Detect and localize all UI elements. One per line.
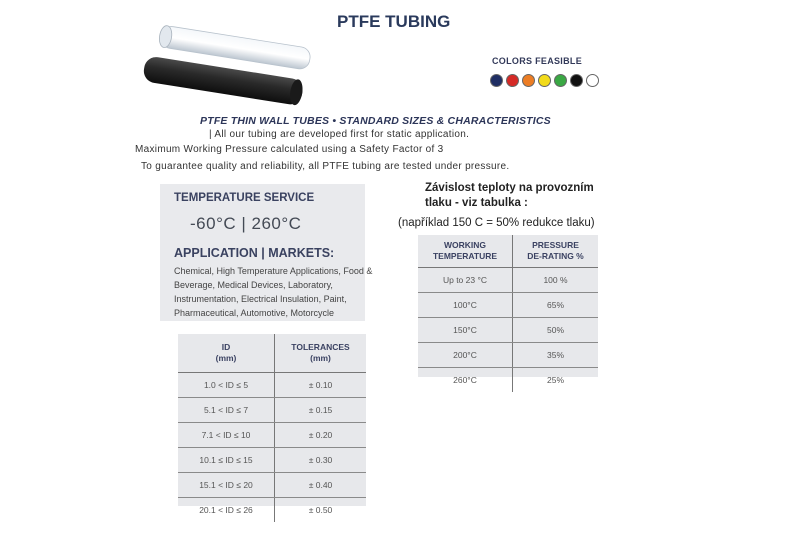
tolerance-header-row bbox=[178, 334, 366, 373]
section-subtitle: PTFE THIN WALL TUBES • STANDARD SIZES & CHARACTERISTICS bbox=[200, 115, 551, 127]
colors-feasible-label: COLORS FEASIBLE bbox=[492, 56, 583, 66]
pressure-row bbox=[418, 368, 598, 393]
tolerance-row bbox=[178, 373, 366, 398]
pressure-header-derating: PRESSURE DE-RATING % bbox=[513, 235, 599, 268]
pressure-row-cell: 50% bbox=[513, 318, 599, 343]
tolerance-row-cell: ± 0.30 bbox=[275, 448, 367, 473]
pressure-table bbox=[418, 235, 598, 392]
pressure-row-cell: Up to 23 °C bbox=[418, 268, 513, 293]
pressure-row-cell: 35% bbox=[513, 343, 599, 368]
color-swatch bbox=[570, 74, 583, 87]
color-swatch bbox=[538, 74, 551, 87]
note-line-3: (například 150 C = 50% redukce tlaku) bbox=[398, 217, 595, 229]
tolerance-header-tol: TOLERANCES (mm) bbox=[275, 334, 367, 373]
pressure-row bbox=[418, 318, 598, 343]
tolerance-row-cell: 20.1 < ID ≤ 26 bbox=[178, 498, 275, 523]
temperature-heading: TEMPERATURE SERVICE bbox=[174, 192, 315, 204]
color-swatch bbox=[586, 74, 599, 87]
pressure-row bbox=[418, 343, 598, 368]
markets-text: Chemical, High Temperature Applications, Food & Beverage, Medical Devices, Laboratory, Instrumentation, Electrical Insulation, Paint, Pharmaceutical, Automotive, Motorcycle bbox=[174, 266, 373, 318]
temperature-range: -60°C | 260°C bbox=[190, 214, 302, 233]
tolerance-row bbox=[178, 448, 366, 473]
tolerance-header-id: ID (mm) bbox=[178, 334, 275, 373]
color-swatch bbox=[554, 74, 567, 87]
color-swatch bbox=[490, 74, 503, 87]
pressure-header-row bbox=[418, 235, 598, 268]
tolerance-row bbox=[178, 398, 366, 423]
pressure-row-cell: 65% bbox=[513, 293, 599, 318]
note-line-1: Závislost teploty na provozním bbox=[425, 182, 594, 194]
tolerance-row-cell: ± 0.20 bbox=[275, 423, 367, 448]
tolerance-row-cell: ± 0.15 bbox=[275, 398, 367, 423]
tolerance-row-cell: ± 0.40 bbox=[275, 473, 367, 498]
tubes-image bbox=[135, 20, 320, 120]
tolerance-row-cell: ± 0.50 bbox=[308, 505, 333, 515]
pressure-row-cell: 100 % bbox=[513, 268, 599, 293]
tolerance-row-cell: 10.1 ≤ ID ≤ 15 bbox=[178, 448, 275, 473]
service-panel bbox=[160, 184, 373, 321]
color-swatches bbox=[490, 74, 599, 87]
color-swatch bbox=[522, 74, 535, 87]
page-title-text: PTFE TUBING bbox=[337, 12, 451, 31]
pressure-row-cell: 200°C bbox=[418, 343, 513, 368]
tolerance-row-cell: 7.1 < ID ≤ 10 bbox=[178, 423, 275, 448]
tolerance-table bbox=[178, 334, 366, 522]
color-swatch bbox=[506, 74, 519, 87]
intro-line-2: Maximum Working Pressure calculated using a Safety Factor of 3 bbox=[135, 144, 444, 155]
tolerance-row bbox=[178, 498, 366, 523]
tolerance-row-cell: 1.0 < ID ≤ 5 bbox=[178, 373, 275, 398]
tolerance-row bbox=[178, 423, 366, 448]
pressure-row-cell: 25% bbox=[546, 375, 564, 385]
pressure-row bbox=[418, 268, 598, 293]
pressure-row-cell: 150°C bbox=[418, 318, 513, 343]
intro-line-3: To guarantee quality and reliability, all PTFE tubing are tested under pressure. bbox=[141, 161, 510, 172]
tolerance-row-cell: 5.1 < ID ≤ 7 bbox=[178, 398, 275, 423]
intro-line-1: | All our tubing are developed first for static application. bbox=[209, 129, 470, 140]
tolerance-row-cell: ± 0.10 bbox=[275, 373, 367, 398]
note-line-2: tlaku - viz tabulka : bbox=[425, 197, 528, 209]
pressure-row-cell: 260°C bbox=[418, 368, 513, 393]
markets-heading: APPLICATION | MARKETS: bbox=[174, 246, 335, 260]
tolerance-row-cell: 15.1 < ID ≤ 20 bbox=[178, 473, 275, 498]
tolerance-row bbox=[178, 473, 366, 498]
pressure-row-cell: 100°C bbox=[418, 293, 513, 318]
pressure-row bbox=[418, 293, 598, 318]
pressure-header-temp: WORKING TEMPERATURE bbox=[418, 235, 513, 268]
